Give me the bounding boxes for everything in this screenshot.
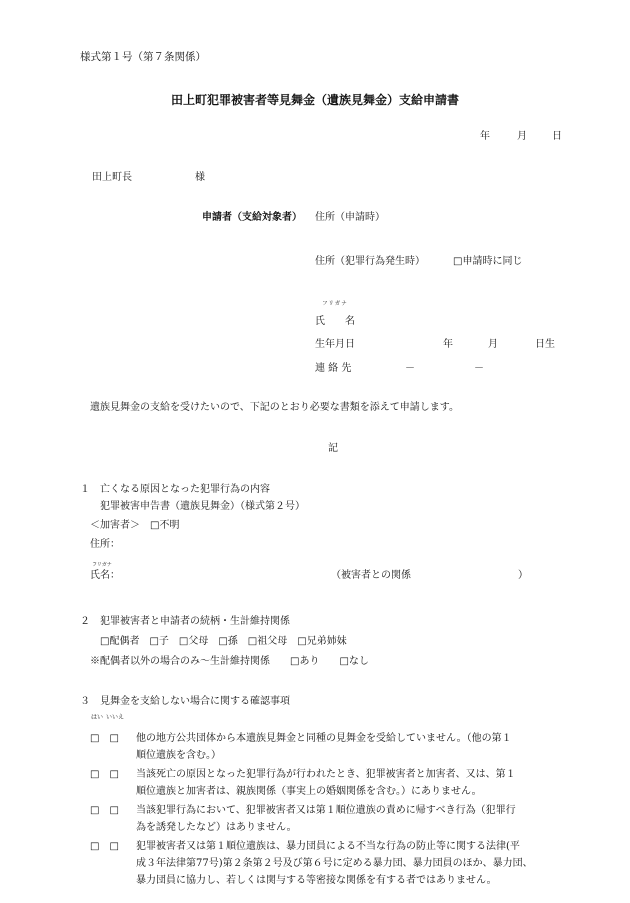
birth-year-label: 年 xyxy=(443,339,453,350)
relation-label: （被害者との関係 xyxy=(331,570,411,581)
applicant-furigana-label: フリガナ xyxy=(322,301,348,307)
section1-heading: １ 亡くなる原因となった犯罪行為の内容 xyxy=(80,484,270,495)
confirmation-checkboxes[interactable]: □ □ xyxy=(90,841,119,852)
applicant-label: 申請者（支給対象者） xyxy=(202,212,302,223)
hai-column-label: はい xyxy=(91,714,104,721)
addressee-suffix: 様 xyxy=(195,172,205,183)
intro-text: 遺族見舞金の支給を受けたいので、下記のとおり必要な書類を添えて申請します。 xyxy=(90,402,459,413)
contact-dash-2: － xyxy=(474,363,484,374)
date-month-label: 月 xyxy=(517,131,527,142)
address-crime-label: 住所（犯罪行為発生時） xyxy=(315,256,425,267)
section1-form-reference: 犯罪被害申告書（遺族見舞金）（様式第２号） xyxy=(100,501,305,512)
confirmation-item-text: 当該死亡の原因となった犯罪行為が行われたとき、犯罪被害者と加害者、又は、第１ xyxy=(136,769,516,780)
contact-dash-1: － xyxy=(405,363,415,374)
iie-column-label: いいえ xyxy=(106,714,125,721)
form-number: 様式第１号（第７条関係） xyxy=(80,51,206,63)
addressee-name: 田上町長 xyxy=(92,172,132,183)
address-current-label: 住所（申請時） xyxy=(315,212,385,223)
perpetrator-unknown-checkbox[interactable]: ＜加害者＞ □不明 xyxy=(90,520,180,531)
perpetrator-address-label: 住所： xyxy=(90,539,120,550)
page-title: 田上町犯罪被害者等見舞金（遺族見舞金）支給申請書 xyxy=(170,93,459,107)
confirmation-item-text-cont: 為を誘発したなど）はありません。 xyxy=(136,822,297,833)
perpetrator-name-label: 氏名： xyxy=(90,570,120,581)
confirmation-checkboxes[interactable]: □ □ xyxy=(90,769,119,780)
confirmation-checkboxes[interactable]: □ □ xyxy=(90,733,119,744)
birth-month-label: 月 xyxy=(488,339,498,350)
date-day-label: 日 xyxy=(552,131,562,142)
livelihood-note[interactable]: ※配偶者以外の場合のみ～生計維持関係 □あり □なし xyxy=(90,656,369,667)
confirmation-item-text: 他の地方公共団体から本遺族見舞金と同種の見舞金を受給していません。（他の第１ xyxy=(136,733,512,744)
contact-label: 連 絡 先 xyxy=(315,363,352,374)
section3-heading: ３ 見舞金を支給しない場合に関する確認事項 xyxy=(80,696,290,707)
confirmation-item-text: 当該犯罪行為において、犯罪被害者又は第１順位遺族の責めに帰すべき行為（犯罪行 xyxy=(136,805,516,816)
relation-close: ） xyxy=(518,570,528,581)
same-as-current-checkbox[interactable]: □申請時に同じ xyxy=(453,256,523,267)
applicant-name-label: 氏 名 xyxy=(315,316,355,327)
ki-heading: 記 xyxy=(328,443,338,454)
confirmation-item-text-cont: 暴力団員に協力し、若しくは関与する等密接な関係を有する者ではありません。 xyxy=(136,875,497,886)
confirmation-item-text-cont: 順位遺族と加害者は、親族関係（事実上の婚姻関係を含む。）にありません。 xyxy=(136,786,482,797)
confirmation-item-text: 犯罪被害者又は第１順位遺族は、暴力団員による不当な行為の防止等に関する法律(平 xyxy=(136,841,520,852)
confirmation-checkboxes[interactable]: □ □ xyxy=(90,805,119,816)
section2-heading: ２ 犯罪被害者と申請者の続柄・生計維持関係 xyxy=(80,616,290,627)
birth-day-label: 日生 xyxy=(535,339,555,350)
perpetrator-furigana-label: フリガナ xyxy=(92,562,112,568)
confirmation-item-text-cont: 順位遺族を含む。） xyxy=(136,750,221,761)
confirmation-item-text-cont: 成３年法律第77号)第２条第２号及び第６号に定める暴力団、暴力団員のほか、暴力団、 xyxy=(136,858,533,869)
birth-date-label: 生年月日 xyxy=(315,339,355,350)
date-year-label: 年 xyxy=(480,131,490,142)
relationship-options[interactable]: □配偶者 □子 □父母 □孫 □祖父母 □兄弟姉妹 xyxy=(100,636,347,647)
